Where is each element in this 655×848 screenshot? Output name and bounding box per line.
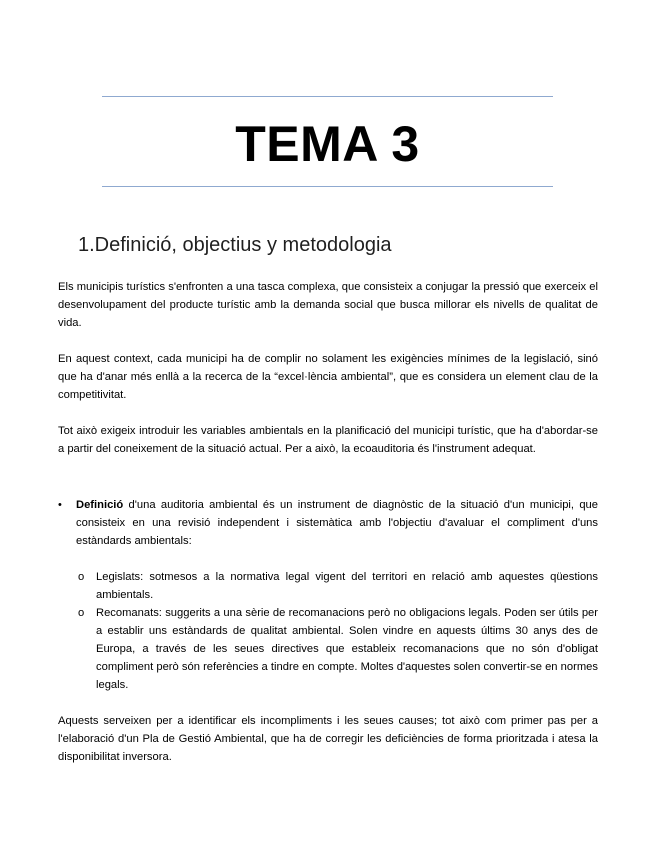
- sub-item-legislats: [78, 568, 598, 604]
- paragraph-3: Tot això exigeix introduir les variables ambientals en la planificació del municipi turístic, que ha d'abordar-se a partir del coneixement de la situació actual. Per a això, la ecoauditoria és l'instrument adequat.: [58, 425, 598, 455]
- sub-item-marker: o: [78, 607, 85, 619]
- sub-item-text: Recomanats: suggerits a una sèrie de recomanacions però no obligacions legals. Poden ser útils per a establir uns estàndards de qualitat ambiental. Solen vindre en aquests últims 30 anys des de Europa, a través de les seues directives que estableix recomanacions que no són d'obligat compliment però són referències a tindre en compte. Moltes d'aquestes solen convertir-se en normes legals.: [96, 607, 598, 691]
- sub-item-marker: o: [78, 571, 85, 583]
- page-title: TEMA 3: [235, 116, 420, 172]
- sub-list: [78, 568, 598, 694]
- paragraph-1: Els municipis turístics s'enfronten a una tasca complexa, que consisteix a conjugar la pressió que exerceix el desenvolupament del producte turístic amb la demanda social que busca millorar els nivells de qualitat de vida.: [58, 281, 598, 329]
- title-top-rule: [102, 96, 553, 97]
- sub-item-text: Legislats: sotmesos a la normativa legal vigent del territori en relació amb aquestes qüestions ambientals.: [96, 571, 598, 601]
- sub-item-recomanats: [78, 604, 598, 694]
- title-bottom-rule: [102, 186, 553, 187]
- bullet-text: d'una auditoria ambiental és un instrument de diagnòstic de la situació d'un municipi, que consisteix en una revisió independent i sistemàtica amb l'objectiu d'avaluar el compliment d'uns estàndards ambientals:: [76, 499, 598, 547]
- definition-bullet: [58, 496, 598, 550]
- paragraph-2: En aquest context, cada municipi ha de complir no solament les exigències mínimes de la legislació, sinó que ha d'anar més enllà a la recerca de la “excel·lència ambiental”, que es considera un element clau de la competitivitat.: [58, 353, 598, 401]
- bullet-bold-lead: Definició: [76, 499, 124, 511]
- bullet-content: [76, 496, 598, 550]
- section-heading: 1.Definició, objectius y metodologia: [78, 234, 392, 256]
- bullet-marker: •: [58, 499, 62, 511]
- closing-paragraph: Aquests serveixen per a identificar els incompliments i les seues causes; tot això com primer pas per a l'elaboració d'un Pla de Gestió Ambiental, que ha de corregir les deficiències de forma prioritzada i atesa la disponibilitat inversora.: [58, 715, 598, 763]
